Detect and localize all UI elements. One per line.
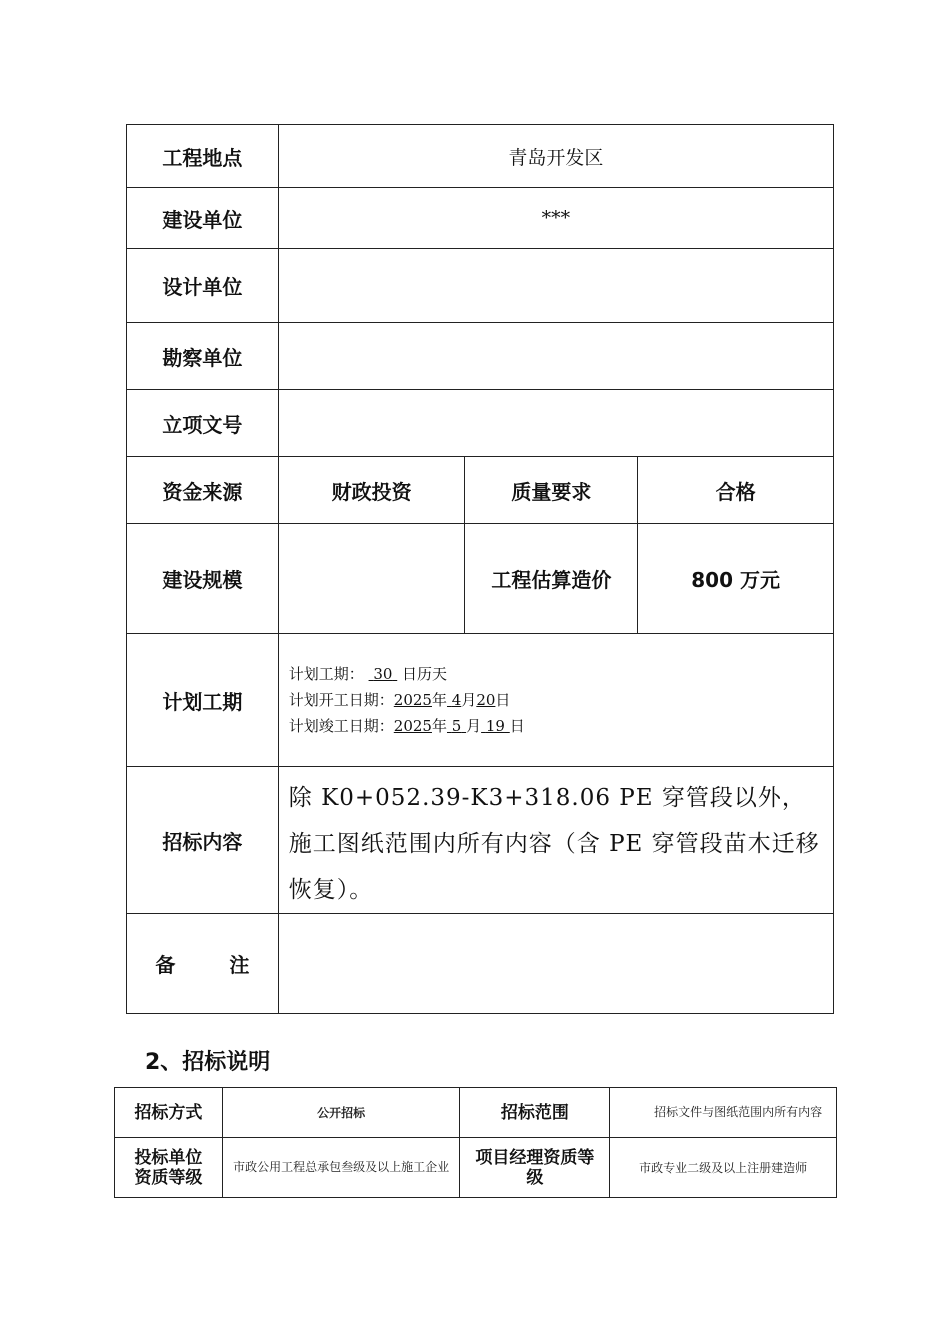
remarks-label bbox=[127, 914, 279, 1014]
scale-value bbox=[278, 524, 465, 634]
bid-method-label: 招标方式 bbox=[115, 1088, 223, 1138]
start-year-unit: 年 bbox=[431, 691, 447, 709]
duration-suffix: 日历天 bbox=[402, 665, 448, 683]
surveyor-label: 勘察单位 bbox=[127, 323, 279, 390]
planned-duration-line bbox=[289, 661, 833, 687]
start-year: 2025 bbox=[393, 691, 432, 709]
end-year: 2025 bbox=[393, 717, 432, 735]
schedule-label: 计划工期 bbox=[127, 634, 279, 767]
approval-no-value bbox=[278, 390, 833, 457]
location-label: 工程地点 bbox=[127, 125, 279, 188]
duration-value: 30 bbox=[373, 665, 393, 683]
duration-prefix: 计划工期： bbox=[288, 665, 364, 683]
start-day-unit: 日 bbox=[495, 691, 511, 709]
start-prefix: 计划开工日期： bbox=[288, 691, 394, 709]
end-day: 19 bbox=[485, 717, 505, 735]
bid-scope-label: 招标内容 bbox=[127, 767, 279, 914]
bid-range-label: 招标范围 bbox=[460, 1088, 610, 1138]
start-month: 4 bbox=[451, 691, 462, 709]
funding-value: 财政投资 bbox=[278, 457, 465, 524]
approval-no-label: 立项文号 bbox=[127, 390, 279, 457]
bidder-qualification-value: 市政公用工程总承包叁级及以上施工企业 bbox=[222, 1138, 460, 1198]
remarks-value bbox=[278, 914, 833, 1014]
owner-value: *** bbox=[278, 188, 833, 249]
end-month-unit: 月 bbox=[466, 717, 482, 735]
project-info-table bbox=[126, 124, 834, 1014]
pm-qualification-value: 市政专业二级及以上注册建造师 bbox=[610, 1138, 837, 1198]
bid-info-table bbox=[114, 1087, 837, 1198]
designer-value bbox=[278, 249, 833, 323]
end-year-unit: 年 bbox=[431, 717, 447, 735]
section-heading: 2、招标说明 bbox=[145, 1050, 271, 1075]
end-day-unit: 日 bbox=[509, 717, 525, 735]
schedule-details bbox=[278, 634, 833, 767]
location-value: 青岛开发区 bbox=[278, 125, 833, 188]
remarks-label-right: 注 bbox=[229, 953, 250, 977]
bidder-qualification-label: 投标单位资质等级 bbox=[115, 1138, 223, 1198]
funding-label: 资金来源 bbox=[127, 457, 279, 524]
start-month-unit: 月 bbox=[461, 691, 477, 709]
bid-method-value: 公开招标 bbox=[222, 1088, 460, 1138]
planned-start-line bbox=[289, 687, 833, 713]
surveyor-value bbox=[278, 323, 833, 390]
cost-value: 800 万元 bbox=[638, 524, 834, 634]
end-prefix: 计划竣工日期： bbox=[288, 717, 394, 735]
quality-label: 质量要求 bbox=[465, 457, 638, 524]
remarks-label-left: 备 bbox=[155, 953, 176, 977]
quality-value: 合格 bbox=[638, 457, 834, 524]
end-month: 5 bbox=[451, 717, 462, 735]
planned-end-line bbox=[289, 713, 833, 739]
pm-qualification-label: 项目经理资质等级 bbox=[460, 1138, 610, 1198]
designer-label: 设计单位 bbox=[127, 249, 279, 323]
bid-range-value: 招标文件与图纸范围内所有内容 bbox=[610, 1088, 837, 1138]
cost-label: 工程估算造价 bbox=[465, 524, 638, 634]
start-day: 20 bbox=[476, 691, 496, 709]
scale-label: 建设规模 bbox=[127, 524, 279, 634]
bid-scope-value: 除 K0+052.39-K3+318.06 PE 穿管段以外，施工图纸范围内所有内容（含 PE 穿管段苗木迁移恢复）。 bbox=[278, 767, 833, 914]
owner-label: 建设单位 bbox=[127, 188, 279, 249]
